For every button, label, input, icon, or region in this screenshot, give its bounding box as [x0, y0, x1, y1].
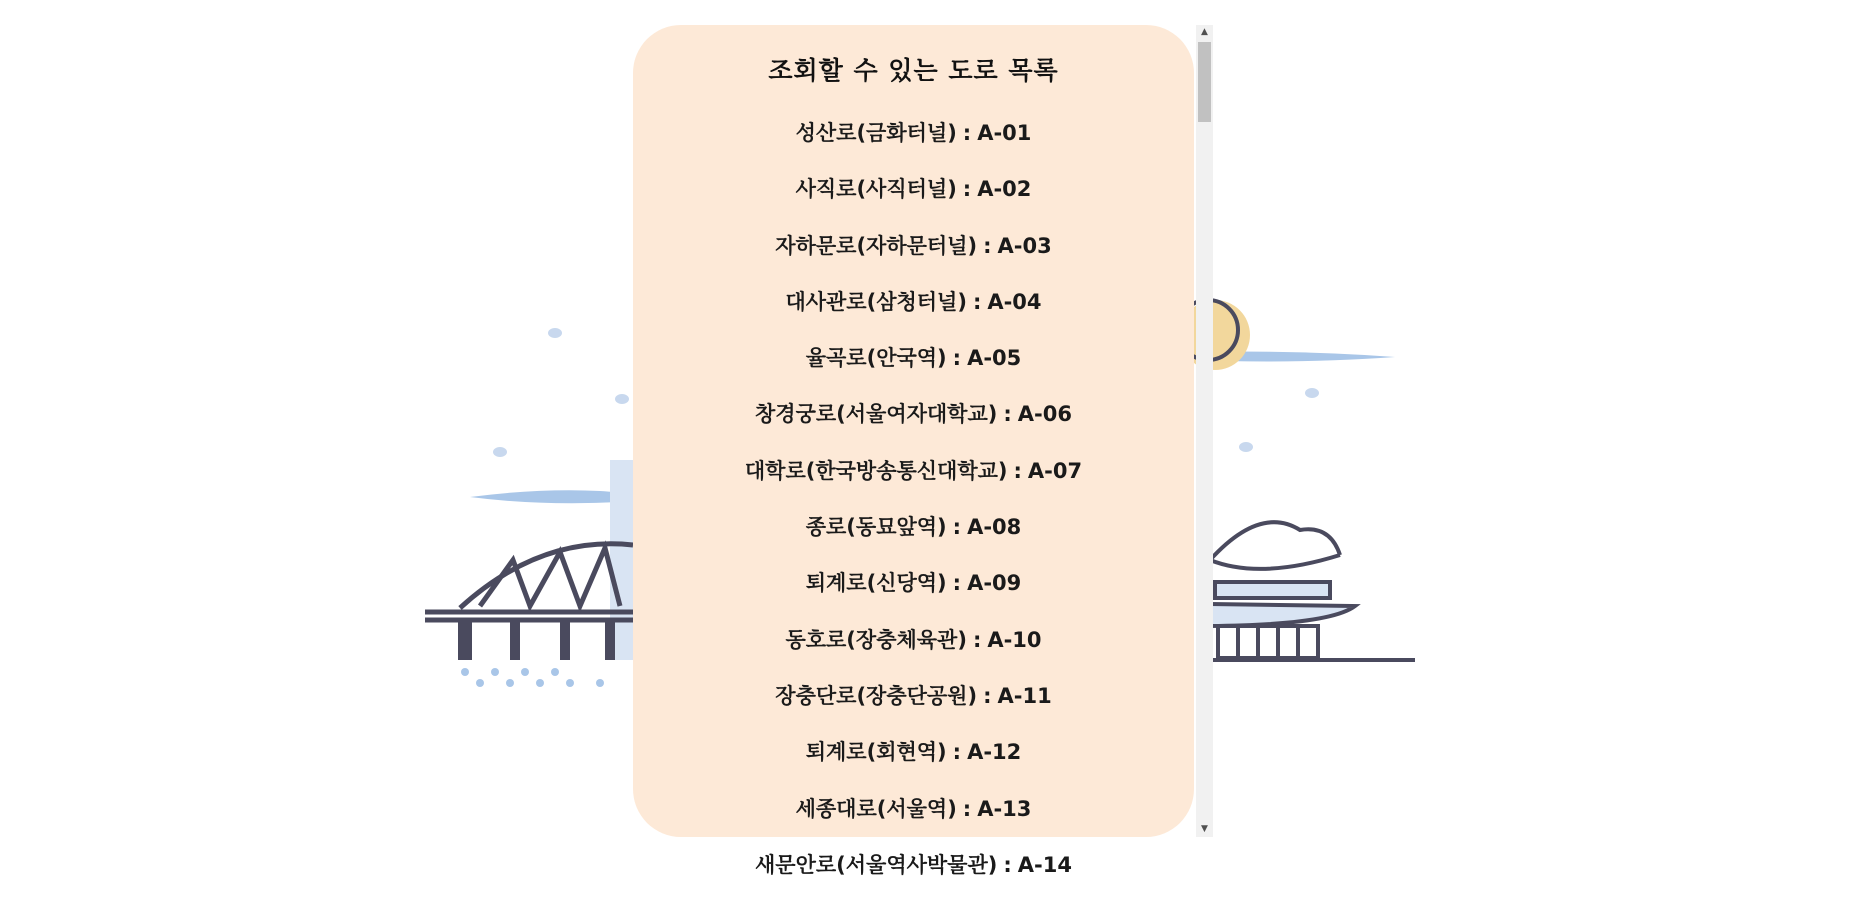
road-separator: :	[952, 571, 962, 596]
road-item	[633, 624, 1194, 680]
road-code: A-11	[997, 683, 1052, 708]
road-item	[633, 342, 1194, 398]
road-name: 율곡로(안국역)	[805, 346, 947, 371]
scroll-down-arrow-icon[interactable]: ▼	[1201, 824, 1208, 834]
road-code: A-10	[987, 627, 1042, 652]
road-separator: :	[1013, 458, 1022, 483]
scroll-thumb[interactable]	[1198, 42, 1211, 122]
road-separator: :	[1003, 852, 1012, 877]
road-separator: :	[983, 683, 992, 708]
water-dots	[461, 668, 604, 687]
road-item	[633, 511, 1194, 567]
bridge	[425, 544, 640, 660]
road-name: 대학로(한국방송통신대학교)	[744, 458, 1008, 483]
panel-scrollbar[interactable]	[1196, 25, 1213, 837]
road-separator: :	[952, 515, 962, 540]
road-separator: :	[972, 627, 982, 652]
road-name: 새문안로(서울역사박물관)	[755, 852, 998, 877]
road-separator: :	[962, 177, 972, 202]
road-item	[633, 230, 1194, 286]
palace	[1210, 522, 1415, 660]
road-separator: :	[952, 346, 962, 371]
road-code: A-14	[1017, 852, 1072, 877]
road-list	[633, 117, 1194, 905]
panel-title: 조회할 수 있는 도로 목록	[768, 56, 1059, 85]
road-code: A-07	[1027, 458, 1083, 483]
road-code: A-12	[967, 740, 1022, 765]
road-item	[633, 455, 1194, 511]
road-name: 종로(동묘앞역)	[805, 515, 947, 540]
road-item	[633, 793, 1194, 849]
road-name: 성산로(금화터널)	[795, 121, 957, 145]
road-code: A-03	[997, 233, 1052, 258]
road-separator: :	[972, 289, 982, 314]
road-name: 퇴계로(회현역)	[805, 740, 947, 765]
road-name: 대사관로(삼청터널)	[785, 289, 967, 314]
road-separator: :	[1003, 402, 1012, 427]
road-code: A-05	[967, 346, 1022, 371]
road-item	[633, 398, 1194, 454]
road-item	[633, 567, 1194, 623]
road-item	[633, 286, 1194, 342]
scroll-up-arrow-icon[interactable]: ▲	[1201, 27, 1208, 37]
road-name: 퇴계로(신당역)	[805, 571, 947, 596]
road-code: A-09	[967, 571, 1022, 596]
road-name: 동호로(장충체육관)	[785, 627, 967, 652]
road-separator: :	[962, 796, 972, 821]
road-code: A-06	[1017, 402, 1072, 427]
road-separator: :	[983, 233, 992, 258]
road-code: A-01	[977, 121, 1032, 145]
road-code: A-02	[977, 177, 1032, 202]
road-item	[633, 173, 1194, 229]
road-item	[633, 680, 1194, 736]
road-item	[633, 849, 1194, 905]
road-name: 장충단로(장충단공원)	[775, 683, 978, 708]
road-code: A-13	[977, 796, 1032, 821]
road-name: 사직로(사직터널)	[795, 177, 957, 202]
road-code: A-08	[967, 515, 1022, 540]
road-name: 세종대로(서울역)	[795, 796, 957, 821]
road-list-panel[interactable]	[633, 25, 1194, 877]
road-item	[633, 117, 1194, 173]
road-separator: :	[962, 121, 972, 145]
road-name: 자하문로(자하문터널)	[775, 233, 978, 258]
road-code: A-04	[987, 289, 1042, 314]
road-item	[633, 736, 1194, 792]
road-name: 창경궁로(서울여자대학교)	[755, 402, 998, 427]
road-separator: :	[952, 740, 962, 765]
